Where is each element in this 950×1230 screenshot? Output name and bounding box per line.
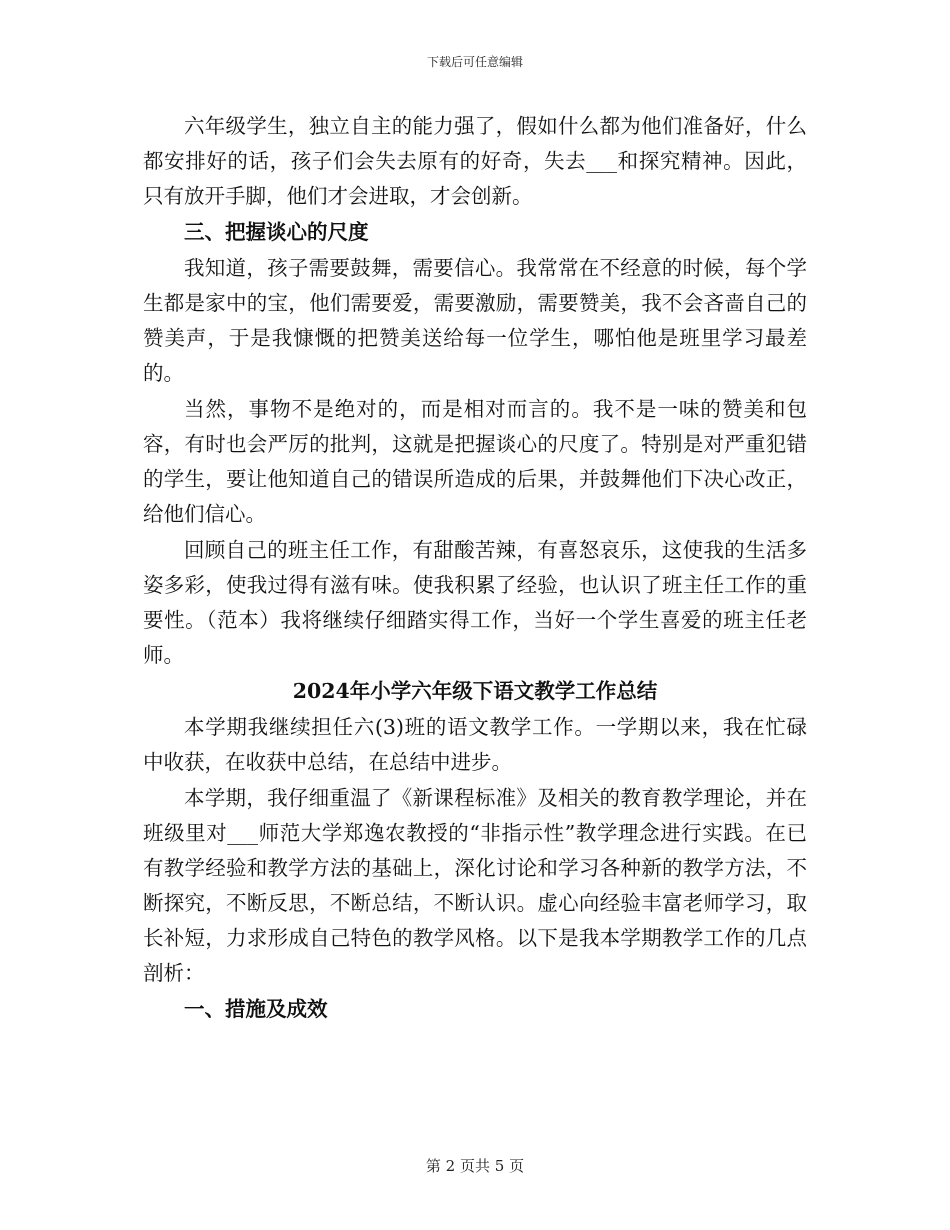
document-title: 2024年小学六年级下语文教学工作总结	[292, 679, 658, 703]
page-number: 第 2 页共 5 页	[425, 1157, 525, 1175]
section-heading: 一、措施及成效	[184, 997, 328, 1021]
paragraph: 六年级学生，独立自主的能力强了，假如什么都为他们准备好，什么都安排好的话，孩子们会失去原有的好奇，失去___和探究精神。因此，只有放开手脚，他们才会进取，才会创新。	[143, 114, 807, 208]
paragraph: 本学期我继续担任六(3)班的语文教学工作。一学期以来，我在忙碌中收获，在收获中总结，在总结中进步。	[143, 715, 807, 774]
section-heading: 三、把握谈心的尺度	[184, 220, 369, 244]
paragraph: 当然，事物不是绝对的，而是相对而言的。我不是一味的赞美和包容，有时也会严厉的批判，这就是把握谈心的尺度了。特别是对严重犯错的学生，要让他知道自己的错误所造成的后果，并鼓舞他们下决心改正，给他们信心。	[143, 397, 807, 526]
page-header: 下载后可任意编辑	[426, 55, 523, 69]
document-body	[143, 109, 807, 1028]
paragraph: 我知道，孩子需要鼓舞，需要信心。我常常在不经意的时候，每个学生都是家中的宝，他们需要爱，需要激励，需要赞美，我不会吝啬自己的赞美声，于是我慷慨的把赞美送给每一位学生，哪怕他是班里学习最差的。	[143, 256, 807, 385]
paragraph: 回顾自己的班主任工作，有甜酸苦辣，有喜怒哀乐，这使我的生活多姿多彩，使我过得有滋有味。使我积累了经验，也认识了班主任工作的重要性。（范本）我将继续仔细踏实得工作，当好一个学生喜爱的班主任老师。	[143, 538, 807, 667]
paragraph: 本学期，我仔细重温了《新课程标准》及相关的教育教学理论，并在班级里对___师范大学郑逸农教授的“非指示性”教学理念进行实践。在已有教学经验和教学方法的基础上，深化讨论和学习各种新的教学方法，不断探究，不断反思，不断总结，不断认识。虚心向经验丰富老师学习，取长补短，力求形成自己特色的教学风格。以下是我本学期教学工作的几点剖析：	[143, 786, 807, 985]
